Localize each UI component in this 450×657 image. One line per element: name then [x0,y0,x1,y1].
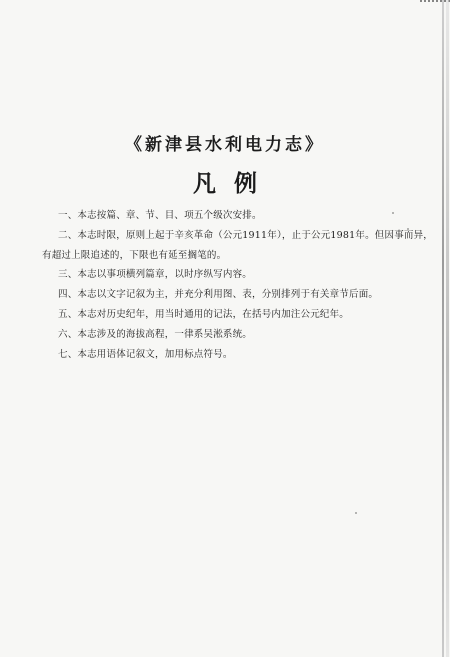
guidelines-list [42,206,434,364]
guideline-text: 五、本志对历史纪年，用当时通用的记法，在括号内加注公元纪年。 [58,308,350,320]
book-title: 《新津县水利电力志》 [125,135,325,155]
guideline-item-5 [58,305,413,325]
guideline-text: 四、本志以文字记叙为主，并充分利用图、表，分别排列于有关章节后面。 [58,289,379,301]
guideline-item-6 [58,325,413,345]
guideline-text: 七、本志用语体记叙文，加用标点符号。 [58,348,233,360]
guideline-item-4 [58,285,413,305]
guideline-text: 一、本志按篇、章、节、目、项五个级次安排。 [58,210,262,221]
scan-edge-shadow [442,0,444,657]
guideline-item-7 [58,345,413,365]
guideline-text: 三、本志以事项横列篇章，以时序纵写内容。 [58,269,253,281]
guideline-text: 二、本志时限，原则上起于辛亥革命（公元1911年），止于公元1981年。但因事而异， [58,229,434,241]
scan-speck [392,212,394,214]
guideline-item-2 [42,226,434,266]
section-title: 凡例 [193,170,275,197]
scan-edge-shadow-outer [446,0,449,657]
guideline-item-3 [58,265,413,285]
guideline-text: 六、本志涉及的海拔高程，一律系吴淞系统。 [58,328,253,340]
scan-speck [355,512,357,514]
scan-speck [407,228,409,230]
guideline-continuation: 有超过上限追述的，下限也有延至搁笔的。 [42,249,227,261]
guideline-item-1 [58,206,413,226]
